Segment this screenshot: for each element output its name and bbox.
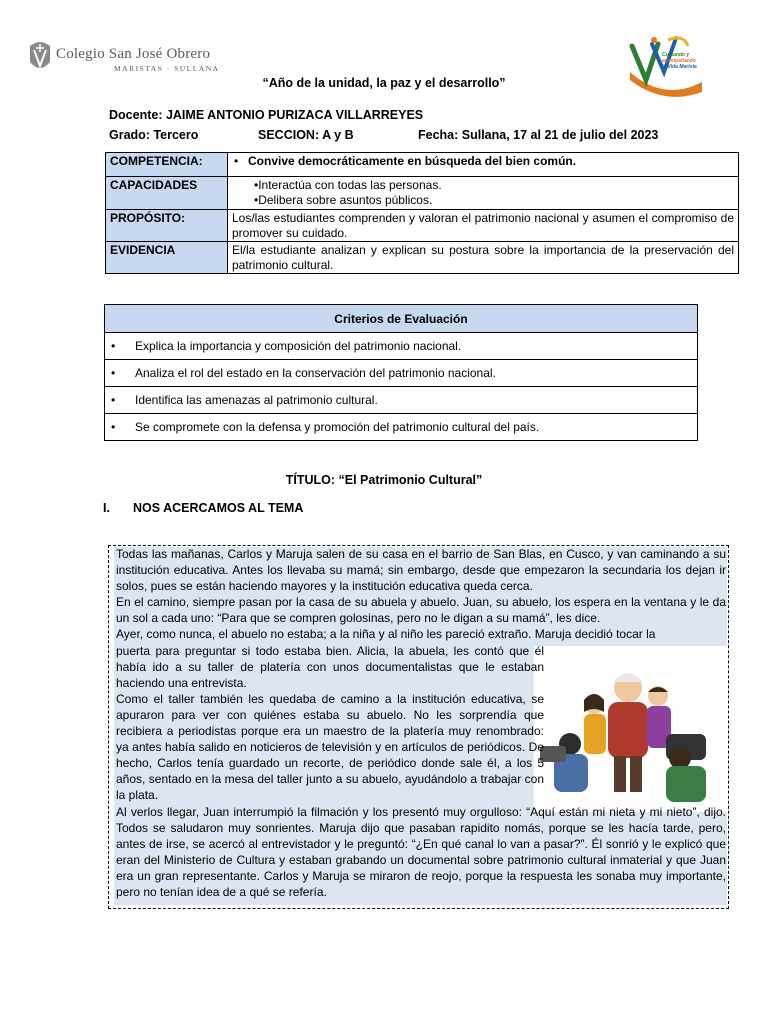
proposito-label: PROPÓSITO: [106, 210, 228, 242]
evidencia-value: El/la estudiante analizan y explican su postura sobre la importancia de la preservación del patrimonio cultural. [228, 242, 739, 274]
school-crest-icon [26, 40, 54, 76]
story-paragraph: Como el taller también les quedaba de camino a la institución educativa, se apuraron para ver con quiénes estaba su abuelo. No les sorprendía que recibiera a periodistas porque era un maestro de la platería muy renombrado: ya antes había salido en noticieros de televisión y en artículos de periódicos. De hecho, Carlos tenía guardado un recorte, de periódico donde sale él, a los 5 años, sentado en la mesa del taller junto a su abuelo, ayudándolo a trabajar con la plata. [116, 691, 544, 803]
story-paragraph: Ayer, como nunca, el abuelo no estaba; a la niña y al niño les pareció extraño. Maruja decidió tocar la [116, 627, 656, 642]
section-line: SECCION: A y B [258, 128, 354, 142]
capacidad-item: •Interactúa con todas las personas. [254, 178, 442, 192]
proposito-value: Los/las estudiantes comprenden y valoran el patrimonio nacional y asumen el compromiso de promover su cuidado. [228, 210, 739, 242]
capacidad-item: •Delibera sobre asuntos públicos. [254, 192, 433, 207]
criteria-header: Criterios de Evaluación [105, 305, 698, 333]
capacidades-label: CAPACIDADES [106, 177, 228, 210]
teacher-line: Docente: JAIME ANTONIO PURIZACA VILLARREYES [109, 108, 424, 122]
logo-text-2: acompañando [662, 58, 696, 64]
competencia-row: COMPETENCIA: • Convive democráticamente en búsqueda del bien común. [106, 153, 739, 177]
competencia-label: COMPETENCIA: [106, 153, 228, 177]
school-subtitle: MARISTAS · SULLANA [114, 64, 220, 73]
criteria-item: • Se compromete con la defensa y promoción del patrimonio cultural del país. [105, 414, 698, 441]
school-logo [26, 36, 236, 80]
evidencia-row [106, 242, 739, 274]
proposito-row [106, 210, 739, 242]
grade-line: Grado: Tercero [109, 128, 199, 142]
logo-text-1: Cuidando y [662, 52, 690, 58]
section-number: I. [103, 501, 110, 515]
school-name: Colegio San José Obrero [56, 46, 211, 62]
document-title: TÍTULO: “El Patrimonio Cultural” [285, 473, 483, 487]
story-paragraph: Todas las mañanas, Carlos y Maruja salen de su casa en el barrio de San Blas, en Cusco, y van caminando a su institución educativa. Antes los llevaba su mamá; sin embargo, desde que empezaron la secundaria los dejan ir solos, pues se están haciendo mayores y la institución educativa queda cerca. [116, 547, 726, 594]
criteria-item: • Explica la importancia y composición del patrimonio nacional. [105, 333, 698, 360]
criteria-item: • Analiza el rol del estado en la conservación del patrimonio nacional. [105, 360, 698, 387]
criteria-table [104, 304, 698, 441]
story-paragraph: puerta para preguntar si todo estaba bien. Alicia, la abuela, les contó que él había ido a su taller de platería con unos documentalistas que le estaban haciendo una entrevista. [116, 643, 544, 690]
criteria-item: • Identifica las amenazas al patrimonio cultural. [105, 387, 698, 414]
capacidades-row [106, 177, 739, 210]
story-paragraph: En el camino, siempre pasan por la casa de su abuela y abuelo. Juan, su abuelo, los espera en la ventana y le da un sol a cada uno: “Para que se compren golosinas, pero no le digan a su mamá”, les dice. [116, 595, 726, 626]
evidencia-label: EVIDENCIA [106, 242, 228, 274]
year-motto: “Año de la unidad, la paz y el desarrollo” [262, 76, 506, 90]
session-info-table [105, 152, 739, 274]
section-title: NOS ACERCAMOS AL TEMA [133, 501, 304, 515]
date-line: Fecha: Sullana, 17 al 21 de julio del 2023 [418, 128, 659, 142]
logo-text-3: la Vida Marista [662, 64, 697, 70]
story-text [116, 546, 726, 900]
story-paragraph: Al verlos llegar, Juan interrumpió la filmación y los presentó muy orgulloso: “Aquí están mi nieta y mi nieto”, dijo. Todos se saludaron muy sonrientes. Maruja dijo que pasaban rapidito nomás, porque se les hacía tarde, pero, antes de irse, se acercó al entrevistador y le preguntó: “¿En qué canal lo van a pasar?”. Él sonrió y le explicó que eran del Ministerio de Cultura y estaban grabando un documental sobre patrimonio cultural inmaterial y que Juan era un gran representante. Carlos y Maruja se miraron de reojo, porque la respuesta les sonaba muy importante, pero no tenían idea de a qué se refería. [116, 804, 726, 899]
competencia-value: Convive democráticamente en búsqueda del bien común. [248, 154, 577, 168]
